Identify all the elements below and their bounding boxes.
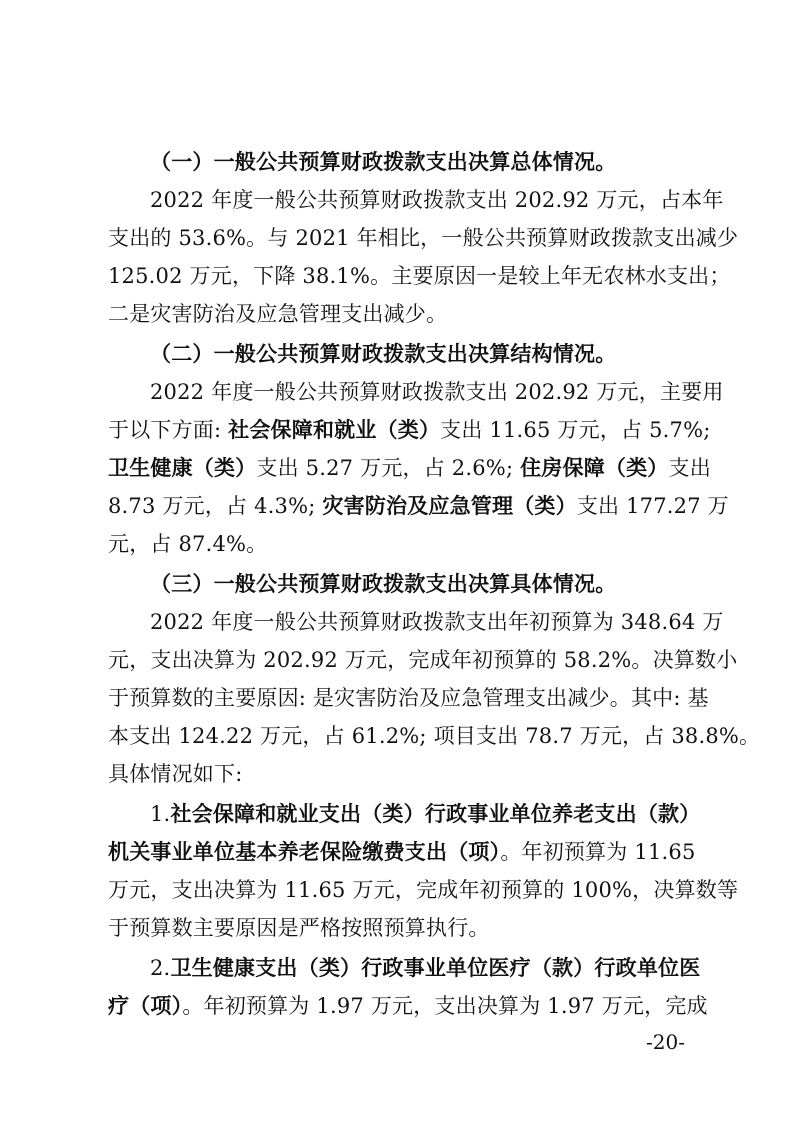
paragraph-line (108, 719, 761, 753)
item-2-title (150, 951, 701, 985)
text-run: （一）一般公共预算财政拨款支出决算总体情况。 (150, 149, 617, 174)
text-run: 。年初预算为 11.65 (500, 840, 696, 864)
text-run: 。年初预算为 1.97 万元，支出决算为 1.97 万元，完成 (182, 994, 708, 1018)
paragraph-line (150, 605, 724, 639)
paragraph-line (108, 297, 688, 331)
text-run: 住房保障（类） (520, 455, 669, 480)
text-run: 支出 5.27 万元，占 2.6%; (256, 456, 521, 480)
heading-3 (150, 567, 690, 601)
heading-2 (150, 337, 690, 371)
text-run: 支出 177.27 万 (576, 494, 729, 518)
text-run: 支出的 53.6%。与 2021 年相比，一般公共预算财政拨款支出减少 (108, 226, 739, 250)
text-run: 2022 年度一般公共预算财政拨款支出年初预算为 348.64 万 (150, 610, 724, 634)
text-run: 元，占 87.4%。 (108, 532, 268, 556)
text-run: 社会保障和就业支出（类）行政事业单位养老支出（款） (170, 801, 701, 826)
paragraph-line (108, 527, 688, 561)
paragraph-line (150, 183, 724, 217)
text-run: 灾害防治及应急管理（类） (322, 493, 577, 518)
text-run: 2022 年度一般公共预算财政拨款支出 202.92 万元，占本年 (150, 188, 724, 212)
text-run: 1. (150, 802, 171, 826)
text-run: 疗（项） (108, 993, 183, 1018)
paragraph-line (108, 757, 688, 791)
text-run: 于以下方面: (108, 418, 229, 442)
page-number: -20- (646, 1030, 685, 1054)
paragraph-line (108, 451, 711, 485)
paragraph-line (108, 989, 708, 1023)
text-run: 二是灾害防治及应急管理支出减少。 (108, 302, 448, 326)
text-run: 125.02 万元，下降 38.1%。主要原因一是较上年无农林水支出； (108, 264, 731, 288)
text-run: 8.73 万元，占 4.3%; (108, 494, 323, 518)
paragraph-line (150, 375, 724, 409)
text-run: 卫生健康（类） (108, 455, 257, 480)
heading-1 (150, 145, 690, 179)
text-run: 社会保障和就业（类） (228, 417, 441, 442)
paragraph-line (108, 681, 709, 715)
paragraph-line (108, 221, 739, 255)
paragraph-line (108, 643, 738, 677)
paragraph-line (108, 489, 729, 523)
text-run: 本支出 124.22 万元，占 61.2%; 项目支出 78.7 万元，占 38.8%。 (108, 724, 761, 748)
item-1-title (150, 797, 701, 831)
paragraph-line (108, 413, 711, 447)
text-run: （二）一般公共预算财政拨款支出决算结构情况。 (150, 341, 617, 366)
text-run: 元，支出决算为 202.92 万元，完成年初预算的 58.2%。决算数小 (108, 648, 738, 672)
paragraph-line (108, 873, 739, 907)
text-run: 2. (150, 956, 171, 980)
paragraph-line (108, 835, 696, 869)
text-run: 支出 11.65 万元，占 5.7%; (440, 418, 711, 442)
text-run: 具体情况如下: (108, 762, 243, 786)
text-run: 于预算数主要原因是严格按照预算执行。 (108, 916, 490, 940)
text-run: 于预算数的主要原因: 是灾害防治及应急管理支出减少。其中: 基 (108, 686, 709, 710)
text-run: 2022 年度一般公共预算财政拨款支出 202.92 万元，主要用 (150, 380, 724, 404)
paragraph-line (108, 911, 688, 945)
text-run: （三）一般公共预算财政拨款支出决算具体情况。 (150, 571, 617, 596)
paragraph-line (108, 259, 731, 293)
text-run: 支出 (668, 456, 711, 480)
text-run: 卫生健康支出（类）行政事业单位医疗（款）行政单位医 (170, 955, 701, 980)
text-run: 万元，支出决算为 11.65 万元，完成年初预算的 100%，决算数等 (108, 878, 739, 902)
text-run: 机关事业单位基本养老保险缴费支出（项） (108, 839, 501, 864)
